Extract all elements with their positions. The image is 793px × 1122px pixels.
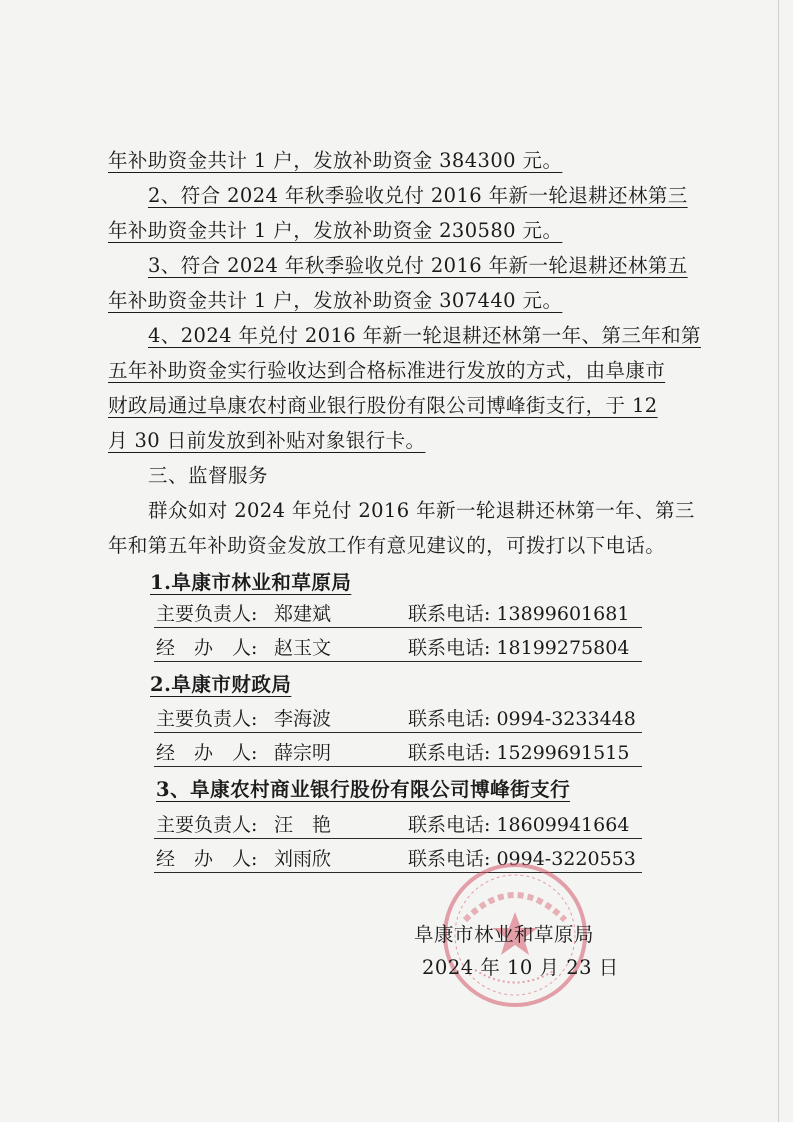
page-edge	[778, 0, 779, 1122]
paragraph-3-line-2: 年补助资金共计 1 户，发放补助资金 307440 元。	[108, 289, 563, 312]
section-3-intro-line-2: 年和第五年补助资金发放工作有意见建议的，可拨打以下电话。	[108, 534, 666, 557]
underline-rule	[154, 661, 642, 662]
contact-role: 主要负责人:	[156, 603, 258, 625]
contact-name: 薛宗明	[274, 742, 332, 764]
contact-role: 经 办 人:	[156, 742, 258, 764]
section-3-title: 三、监督服务	[148, 464, 269, 487]
contact-name: 刘雨欣	[274, 848, 332, 870]
section-3-intro-line-1: 群众如对 2024 年兑付 2016 年新一轮退耕还林第一年、第三	[148, 499, 695, 522]
underline-rule	[154, 732, 642, 733]
signature-org: 阜康市林业和草原局	[414, 923, 595, 946]
contact-name: 汪 艳	[274, 814, 332, 836]
contact-name: 赵玉文	[274, 637, 332, 659]
contact-org-3: 3、阜康农村商业银行股份有限公司博峰街支行	[156, 778, 571, 801]
contact-phone: 联系电话: 0994-3233448	[408, 708, 636, 730]
contact-role: 主要负责人:	[156, 814, 258, 836]
signature-date: 2024 年 10 月 23 日	[422, 956, 619, 979]
paragraph-3-line-1: 3、符合 2024 年秋季验收兑付 2016 年新一轮退耕还林第五	[148, 254, 688, 277]
contact-phone: 联系电话: 18199275804	[408, 637, 630, 659]
paragraph-4-line-2: 五年补助资金实行验收达到合格标准进行发放的方式，由阜康市	[108, 359, 666, 382]
contact-role: 经 办 人:	[156, 637, 258, 659]
contact-name: 郑建斌	[274, 603, 332, 625]
paragraph-4-line-4: 月 30 日前发放到补贴对象银行卡。	[108, 429, 426, 452]
contact-role: 经 办 人:	[156, 848, 258, 870]
contact-phone: 联系电话: 18609941664	[408, 814, 630, 836]
contact-name: 李海波	[274, 708, 332, 730]
paragraph-4-line-1: 4、2024 年兑付 2016 年新一轮退耕还林第一年、第三年和第	[148, 324, 701, 347]
underline-rule	[154, 627, 642, 628]
paragraph-1-end: 年补助资金共计 1 户，发放补助资金 384300 元。	[108, 149, 563, 172]
paragraph-4-line-3: 财政局通过阜康农村商业银行股份有限公司博峰街支行，于 12	[108, 394, 658, 417]
paragraph-2-line-1: 2、符合 2024 年秋季验收兑付 2016 年新一轮退耕还林第三	[148, 184, 688, 207]
paragraph-2-line-2: 年补助资金共计 1 户，发放补助资金 230580 元。	[108, 219, 563, 242]
contact-phone: 联系电话: 15299691515	[408, 742, 630, 764]
underline-rule	[154, 838, 642, 839]
contact-org-1: 1.阜康市林业和草原局	[150, 571, 352, 594]
contact-phone: 联系电话: 13899601681	[408, 603, 630, 625]
contact-org-2: 2.阜康市财政局	[150, 673, 292, 696]
contact-phone: 联系电话: 0994-3220553	[408, 848, 636, 870]
underline-rule	[154, 766, 642, 767]
contact-role: 主要负责人:	[156, 708, 258, 730]
